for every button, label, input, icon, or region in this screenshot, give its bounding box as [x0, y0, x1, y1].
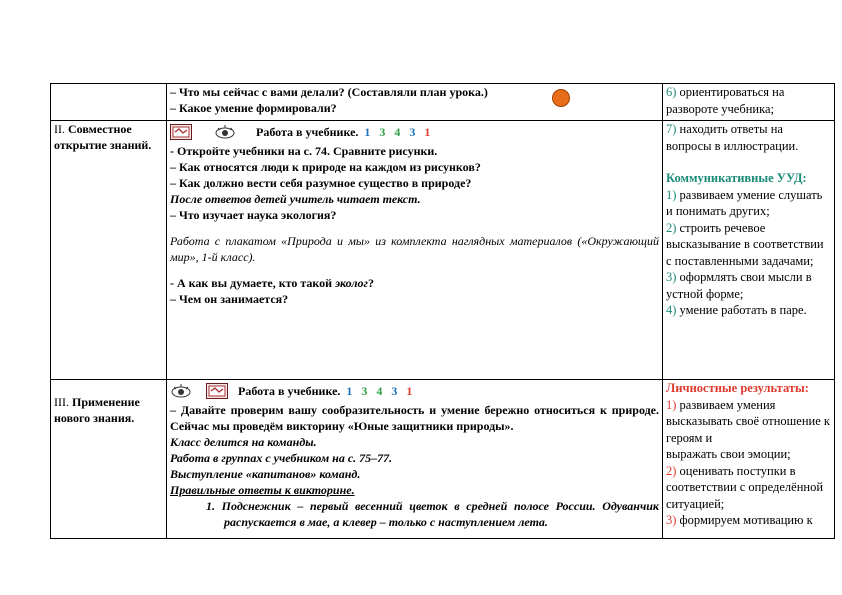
activity-line: - Откройте учебники на с. 74. Сравните рисунки.: [170, 144, 438, 158]
quiz-step: Класс делится на команды.: [170, 435, 317, 449]
quiz-step: Работа в группах с учебником на с. 75–77.: [170, 451, 393, 465]
task-numbers: 1 3 4 3 1: [364, 125, 431, 139]
skill-item: 3) оформлять свои мысли в устной форме;: [666, 270, 812, 301]
activity-cell: [167, 84, 663, 121]
book-task-icon: [206, 383, 228, 399]
quiz-intro: – Давайте проверим вашу сообразительность и умение бережно относиться к природе. Сейчас мы проведём викторину «Юные защитники природы».: [170, 403, 659, 433]
skill-item: 1) развиваем умение слушать и понимать других;: [666, 187, 823, 218]
eye-icon: [170, 383, 192, 399]
skills-cell: [663, 380, 835, 539]
task-label: Работа в учебнике.: [256, 125, 359, 139]
activity-line: – Что мы сейчас с вами делали? (Составляли план урока.): [170, 85, 488, 99]
quiz-answer: 1. Подснежник – первый весенний цветок в средней полосе России. Одуванчик распускается в мае, а клевер – только с наступлением лета.: [206, 499, 659, 529]
skill-item: выражать свои эмоции;: [666, 447, 791, 461]
activity-cell: [167, 121, 663, 380]
activity-line: – Как должно вести себя разумное существо в природе?: [170, 176, 472, 190]
skill-item: 4) умение работать в паре.: [666, 303, 807, 317]
skills-cell: [663, 121, 835, 380]
book-task-icon: [170, 124, 192, 140]
task-header: [170, 121, 659, 143]
skill-item: 6) ориентироваться на развороте учебника;: [666, 85, 785, 116]
table-row: [51, 84, 835, 121]
skills-cell: [663, 84, 835, 121]
skill-item: 1) развиваем умения высказывать своё отношение к героям и: [666, 397, 830, 445]
stage-cell: II. Совместное открытие знаний.: [51, 121, 167, 380]
lesson-plan-table: [50, 83, 835, 539]
activity-line: – Как относятся люди к природе на каждом из рисунков?: [170, 160, 481, 174]
skills-heading: Личностные результаты:: [666, 381, 809, 395]
skills-heading: Коммуникативные УУД:: [666, 171, 807, 185]
activity-line: – Что изучает наука экология?: [170, 208, 337, 222]
task-numbers: 1 3 4 3 1: [346, 384, 413, 398]
task-header: [170, 380, 659, 402]
quiz-step: Выступление «капитанов» команд.: [170, 467, 361, 481]
skill-item: 2) оценивать поступки в соответствии с определённой ситуацией;: [666, 463, 824, 511]
task-label: Работа в учебнике.: [238, 384, 341, 398]
answers-heading: Правильные ответы к викторине.: [170, 483, 355, 497]
stage-title: Совместное открытие знаний.: [54, 122, 152, 152]
activity-line: – Чем он занимается?: [170, 292, 289, 306]
poster-instruction: Работа с плакатом «Природа и мы» из комплекта наглядных материалов («Окружающий мир», 1-й класс).: [170, 234, 659, 264]
stage-cell: III. Применение нового знания.: [51, 380, 167, 539]
table-row: [51, 121, 835, 380]
skill-item: 3) формируем мотивацию к: [666, 513, 813, 527]
stage-cell-empty: [51, 84, 167, 121]
eye-icon: [214, 124, 236, 140]
skill-item: 7) находить ответы на вопросы в иллюстрации.: [666, 122, 799, 153]
table-row: [51, 380, 835, 539]
activity-cell: [167, 380, 663, 539]
skill-item: 2) строить речевое высказывание в соответствии с поставленными задачами;: [666, 220, 824, 268]
activity-line: – Какое умение формировали?: [170, 101, 337, 115]
teacher-note: После ответов детей учитель читает текст.: [170, 192, 421, 206]
stage-title: Применение нового знания.: [54, 395, 140, 425]
activity-line: - А как вы думаете, кто такой эколог?: [170, 276, 374, 290]
